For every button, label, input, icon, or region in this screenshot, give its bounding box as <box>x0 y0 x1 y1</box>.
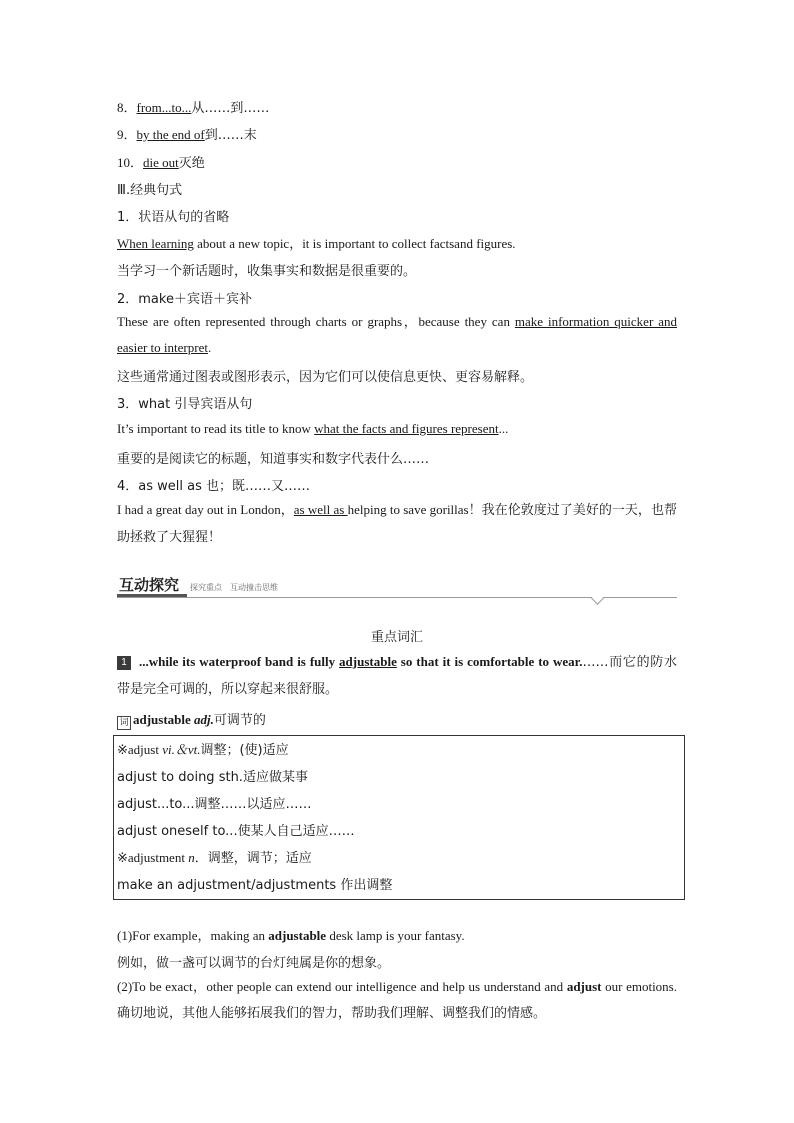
example-english <box>117 233 516 252</box>
example-chinese: 这些通常通过图表或图形表示，因为它们可以使信息更快、更容易解释。 <box>117 370 534 385</box>
sentence-chinese: ……而它的防水带是完全可调的，所以穿起来很舒服。 <box>117 655 677 697</box>
phrase-english: from...to... <box>136 100 192 115</box>
phrase-english: die out <box>143 155 179 170</box>
section-divider-accent <box>117 594 187 597</box>
phrase-chinese: 到……末 <box>204 128 257 143</box>
box-chinese: ．调整，调节；适应 <box>194 851 312 866</box>
sentence-text: It’s important to read its title to know <box>117 421 315 436</box>
definition-word: adjustable <box>133 712 191 727</box>
divider-notch-icon <box>591 592 604 605</box>
box-pos: n <box>188 850 195 865</box>
box-text: ※adjustment <box>117 850 189 865</box>
phrase-chinese: 从……到…… <box>191 101 270 116</box>
sentence-text: helping to save gorillas！ <box>347 502 482 517</box>
example-english <box>117 974 677 1027</box>
vocab-box <box>113 735 685 900</box>
phrase-item <box>117 124 257 143</box>
sentence-text: (2)To be exact，other people can extend our intelligence and help us understand and <box>117 979 567 994</box>
phrase-number: 9． <box>117 127 137 142</box>
box-line: adjust...to...调整……以适应…… <box>117 797 312 812</box>
sentence-text: (1)For example，making an <box>117 928 269 943</box>
sentence-pattern-title: 2．make＋宾语＋宾补 <box>117 292 252 307</box>
sentence-pattern-title: 4．as well as 也；既……又…… <box>117 479 311 494</box>
sentence-text: about a new topic，it is important to collect factsand figures. <box>193 236 516 251</box>
phrase-number: 8． <box>117 100 137 115</box>
phrase-chinese: 灭绝 <box>178 156 205 171</box>
box-line: make an adjustment/adjustments 作出调整 <box>117 878 393 893</box>
keyword: adjust <box>566 979 602 994</box>
sentence-pattern-title: 3．what 引导宾语从句 <box>117 397 253 412</box>
definition-pos: adj. <box>194 712 214 727</box>
keyword: adjustable <box>339 654 397 669</box>
box-pos: vi.＆vt. <box>162 742 201 757</box>
example-chinese: 我在伦敦度过了美好的一天，也帮助拯救了大猩猩！ <box>117 503 677 545</box>
sentence-text: so that it is comfortable to wear. <box>396 654 583 669</box>
sentence-text: our emotions. <box>601 979 677 994</box>
underlined-phrase: as well as <box>293 502 348 517</box>
underlined-phrase: When learning <box>117 236 194 251</box>
example-english <box>117 497 677 551</box>
box-line <box>117 739 289 758</box>
definition-line <box>117 709 266 730</box>
phrase-number: 10． <box>117 155 144 170</box>
example-chinese: 当学习一个新话题时，收集事实和数据是很重要的。 <box>117 264 417 279</box>
box-chinese: 调整；(使)适应 <box>200 743 289 758</box>
item-number-badge: 1 <box>117 656 131 670</box>
sentence-text: I had a great day out in London， <box>117 502 294 517</box>
box-text: ※adjust <box>117 742 163 757</box>
box-line <box>117 847 312 866</box>
section-title: 互动探究 <box>119 576 180 594</box>
definition-chinese: 可调节的 <box>213 713 266 728</box>
section-subtitle: 探究重点 互动撞击思维 <box>190 583 278 592</box>
example-english <box>117 421 508 437</box>
vocab-title: 重点词汇 <box>370 630 423 645</box>
keyword: adjustable <box>268 928 327 943</box>
section-header <box>117 572 677 602</box>
example-chinese: 重要的是阅读它的标题，知道事实和数字代表什么…… <box>117 452 430 467</box>
section-heading: Ⅲ.经典句式 <box>117 183 183 198</box>
phrase-english: by the end of <box>136 127 205 142</box>
sentence-text: desk lamp is your fantasy. <box>326 928 465 943</box>
vocab-sentence <box>117 649 677 703</box>
example-chinese: 例如，做一盏可以调节的台灯纯属是你的想象。 <box>117 956 391 971</box>
example-english <box>117 309 677 361</box>
phrase-item <box>117 97 269 116</box>
box-line: adjust oneself to...使某人自己适应…… <box>117 824 355 839</box>
underlined-phrase: make information quicker and easier to interpret <box>117 314 678 355</box>
example-english <box>117 925 465 944</box>
definition-symbol-icon: 词 <box>117 716 131 730</box>
phrase-item <box>117 152 205 171</box>
underlined-phrase: what the facts and figures represent <box>314 421 499 436</box>
box-line: adjust to doing sth.适应做某事 <box>117 770 308 785</box>
sentence-pattern-title: 1．状语从句的省略 <box>117 210 230 225</box>
sentence-text: These are often represented through charts or graphs，because they can <box>117 314 515 329</box>
sentence-text: . <box>207 340 212 355</box>
example-chinese: 确切地说，其他人能够拓展我们的智力，帮助我们理解、调整我们的情感。 <box>117 1006 547 1021</box>
sentence-text: ... <box>498 421 509 436</box>
sentence-text: ...while its waterproof band is fully <box>139 654 340 669</box>
